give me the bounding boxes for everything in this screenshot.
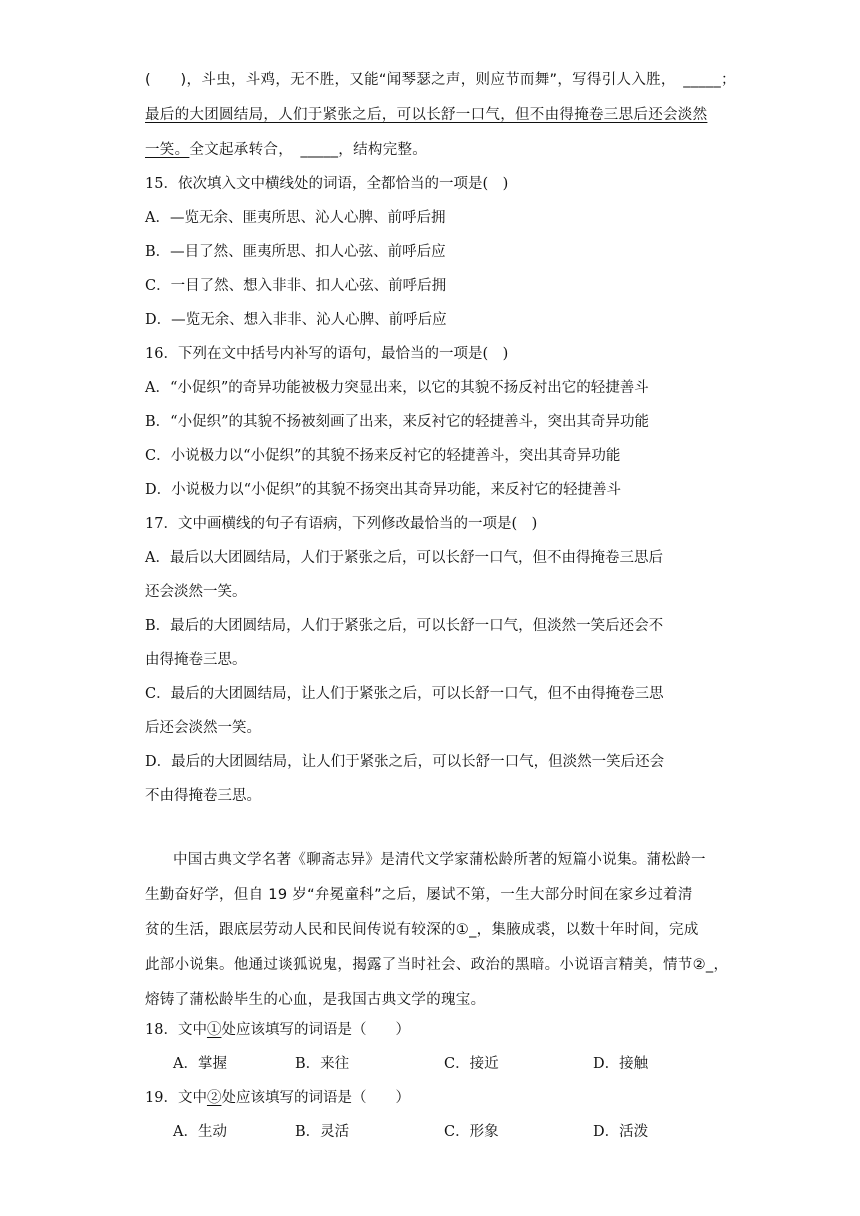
option-c-cont[interactable]: 后还会淡然一笑。 bbox=[145, 720, 261, 736]
circled-mark-1: ① bbox=[206, 1022, 222, 1038]
passage2-line: 此部小说集。他通过谈狐说鬼，揭露了当时社会、政治的黑暗。小说语言精美，情节②_， bbox=[145, 957, 729, 973]
question-stem: 15．依次填入文中横线处的词语，全都恰当的一项是( ) bbox=[145, 176, 509, 192]
option-b[interactable]: B．“小促织”的其貌不扬被刻画了出来，来反衬它的轻捷善斗，突出其奇异功能 bbox=[145, 414, 649, 430]
option-b-cont[interactable]: 由得掩卷三思。 bbox=[145, 652, 247, 668]
passage2-line: 中国古典文学名著《聊斋志异》是清代文学家蒲松龄所著的短篇小说集。蒲松龄一 bbox=[173, 852, 706, 868]
option-a[interactable]: A．生动 bbox=[173, 1124, 227, 1140]
option-a[interactable]: A．掌握 bbox=[173, 1056, 227, 1072]
option-d[interactable]: D．—览无余、想入非非、沁人心脾、前呼后应 bbox=[145, 312, 447, 328]
passage-line-rest: 全文起承转合， _____，结构完整。 bbox=[189, 142, 428, 158]
stem-suffix: 处应该填写的词语是（ ） bbox=[221, 1022, 410, 1038]
stem-suffix: 处应该填写的词语是（ ） bbox=[221, 1090, 410, 1106]
question-stem bbox=[145, 1088, 410, 1108]
option-b[interactable]: B．来往 bbox=[295, 1056, 350, 1072]
option-c[interactable]: C．小说极力以“小促织”的其貌不扬来反衬它的轻捷善斗，突出其奇异功能 bbox=[145, 448, 621, 464]
stem-prefix: 18．文中 bbox=[145, 1022, 207, 1038]
option-b[interactable]: B．灵活 bbox=[295, 1124, 350, 1140]
question-stem: 16．下列在文中括号内补写的语句，最恰当的一项是( ) bbox=[145, 346, 509, 362]
underlined-sentence: 最后的大团圆结局，人们于紧张之后，可以长舒一口气，但不由得掩卷三思后还会淡然 bbox=[145, 107, 708, 123]
question-stem bbox=[145, 1020, 410, 1040]
circled-mark-2: ② bbox=[206, 1090, 222, 1106]
option-b[interactable]: B．最后的大团圆结局，人们于紧张之后，可以长舒一口气，但淡然一笑后还会不 bbox=[145, 618, 664, 634]
option-d-cont[interactable]: 不由得掩卷三思。 bbox=[145, 788, 261, 804]
option-a[interactable]: A．—览无余、匪夷所思、沁人心脾、前呼后拥 bbox=[145, 210, 446, 226]
passage2-line: 生勤奋好学，但自 19 岁“弁冕童科”之后，屡试不第，一生大部分时间在家乡过着清 bbox=[145, 887, 693, 903]
question-stem: 17．文中画横线的句子有语病，下列修改最恰当的一项是( ) bbox=[145, 516, 538, 532]
option-d[interactable]: D．最后的大团圆结局，让人们于紧张之后，可以长舒一口气，但淡然一笑后还会 bbox=[145, 754, 665, 770]
option-c[interactable]: C．接近 bbox=[444, 1056, 499, 1072]
option-a-cont[interactable]: 还会淡然一笑。 bbox=[145, 584, 247, 600]
option-d[interactable]: D．接触 bbox=[593, 1056, 649, 1072]
option-d[interactable]: D．活泼 bbox=[593, 1124, 649, 1140]
option-a[interactable]: A．“小促织”的奇异功能被极力突显出来，以它的其貌不扬反衬出它的轻捷善斗 bbox=[145, 380, 649, 396]
stem-prefix: 19．文中 bbox=[145, 1090, 207, 1106]
option-b[interactable]: B．—目了然、匪夷所思、扣人心弦、前呼后应 bbox=[145, 244, 446, 260]
underlined-sentence-end: 一笑。 bbox=[145, 142, 190, 158]
option-a[interactable]: A．最后以大团圆结局，人们于紧张之后，可以长舒一口气，但不由得掩卷三思后 bbox=[145, 550, 663, 566]
option-c[interactable]: C．最后的大团圆结局，让人们于紧张之后，可以长舒一口气，但不由得掩卷三思 bbox=[145, 686, 664, 702]
option-c[interactable]: C．形象 bbox=[444, 1124, 499, 1140]
passage-line: ( )，斗虫，斗鸡，无不胜，又能“闻琴瑟之声，则应节而舞”，写得引人入胜， _____； bbox=[145, 72, 736, 88]
passage-line bbox=[145, 140, 427, 160]
passage2-line: 贫的生活，跟底层劳动人民和民间传说有较深的①_，集腋成裘，以数十年时间，完成 bbox=[145, 922, 699, 938]
option-c[interactable]: C．一目了然、想入非非、扣人心弦、前呼后拥 bbox=[145, 278, 447, 294]
option-d[interactable]: D．小说极力以“小促织”的其貌不扬突出其奇异功能，来反衬它的轻捷善斗 bbox=[145, 482, 621, 498]
passage2-line: 熔铸了蒲松龄毕生的心血，是我国古典文学的瑰宝。 bbox=[145, 992, 486, 1008]
